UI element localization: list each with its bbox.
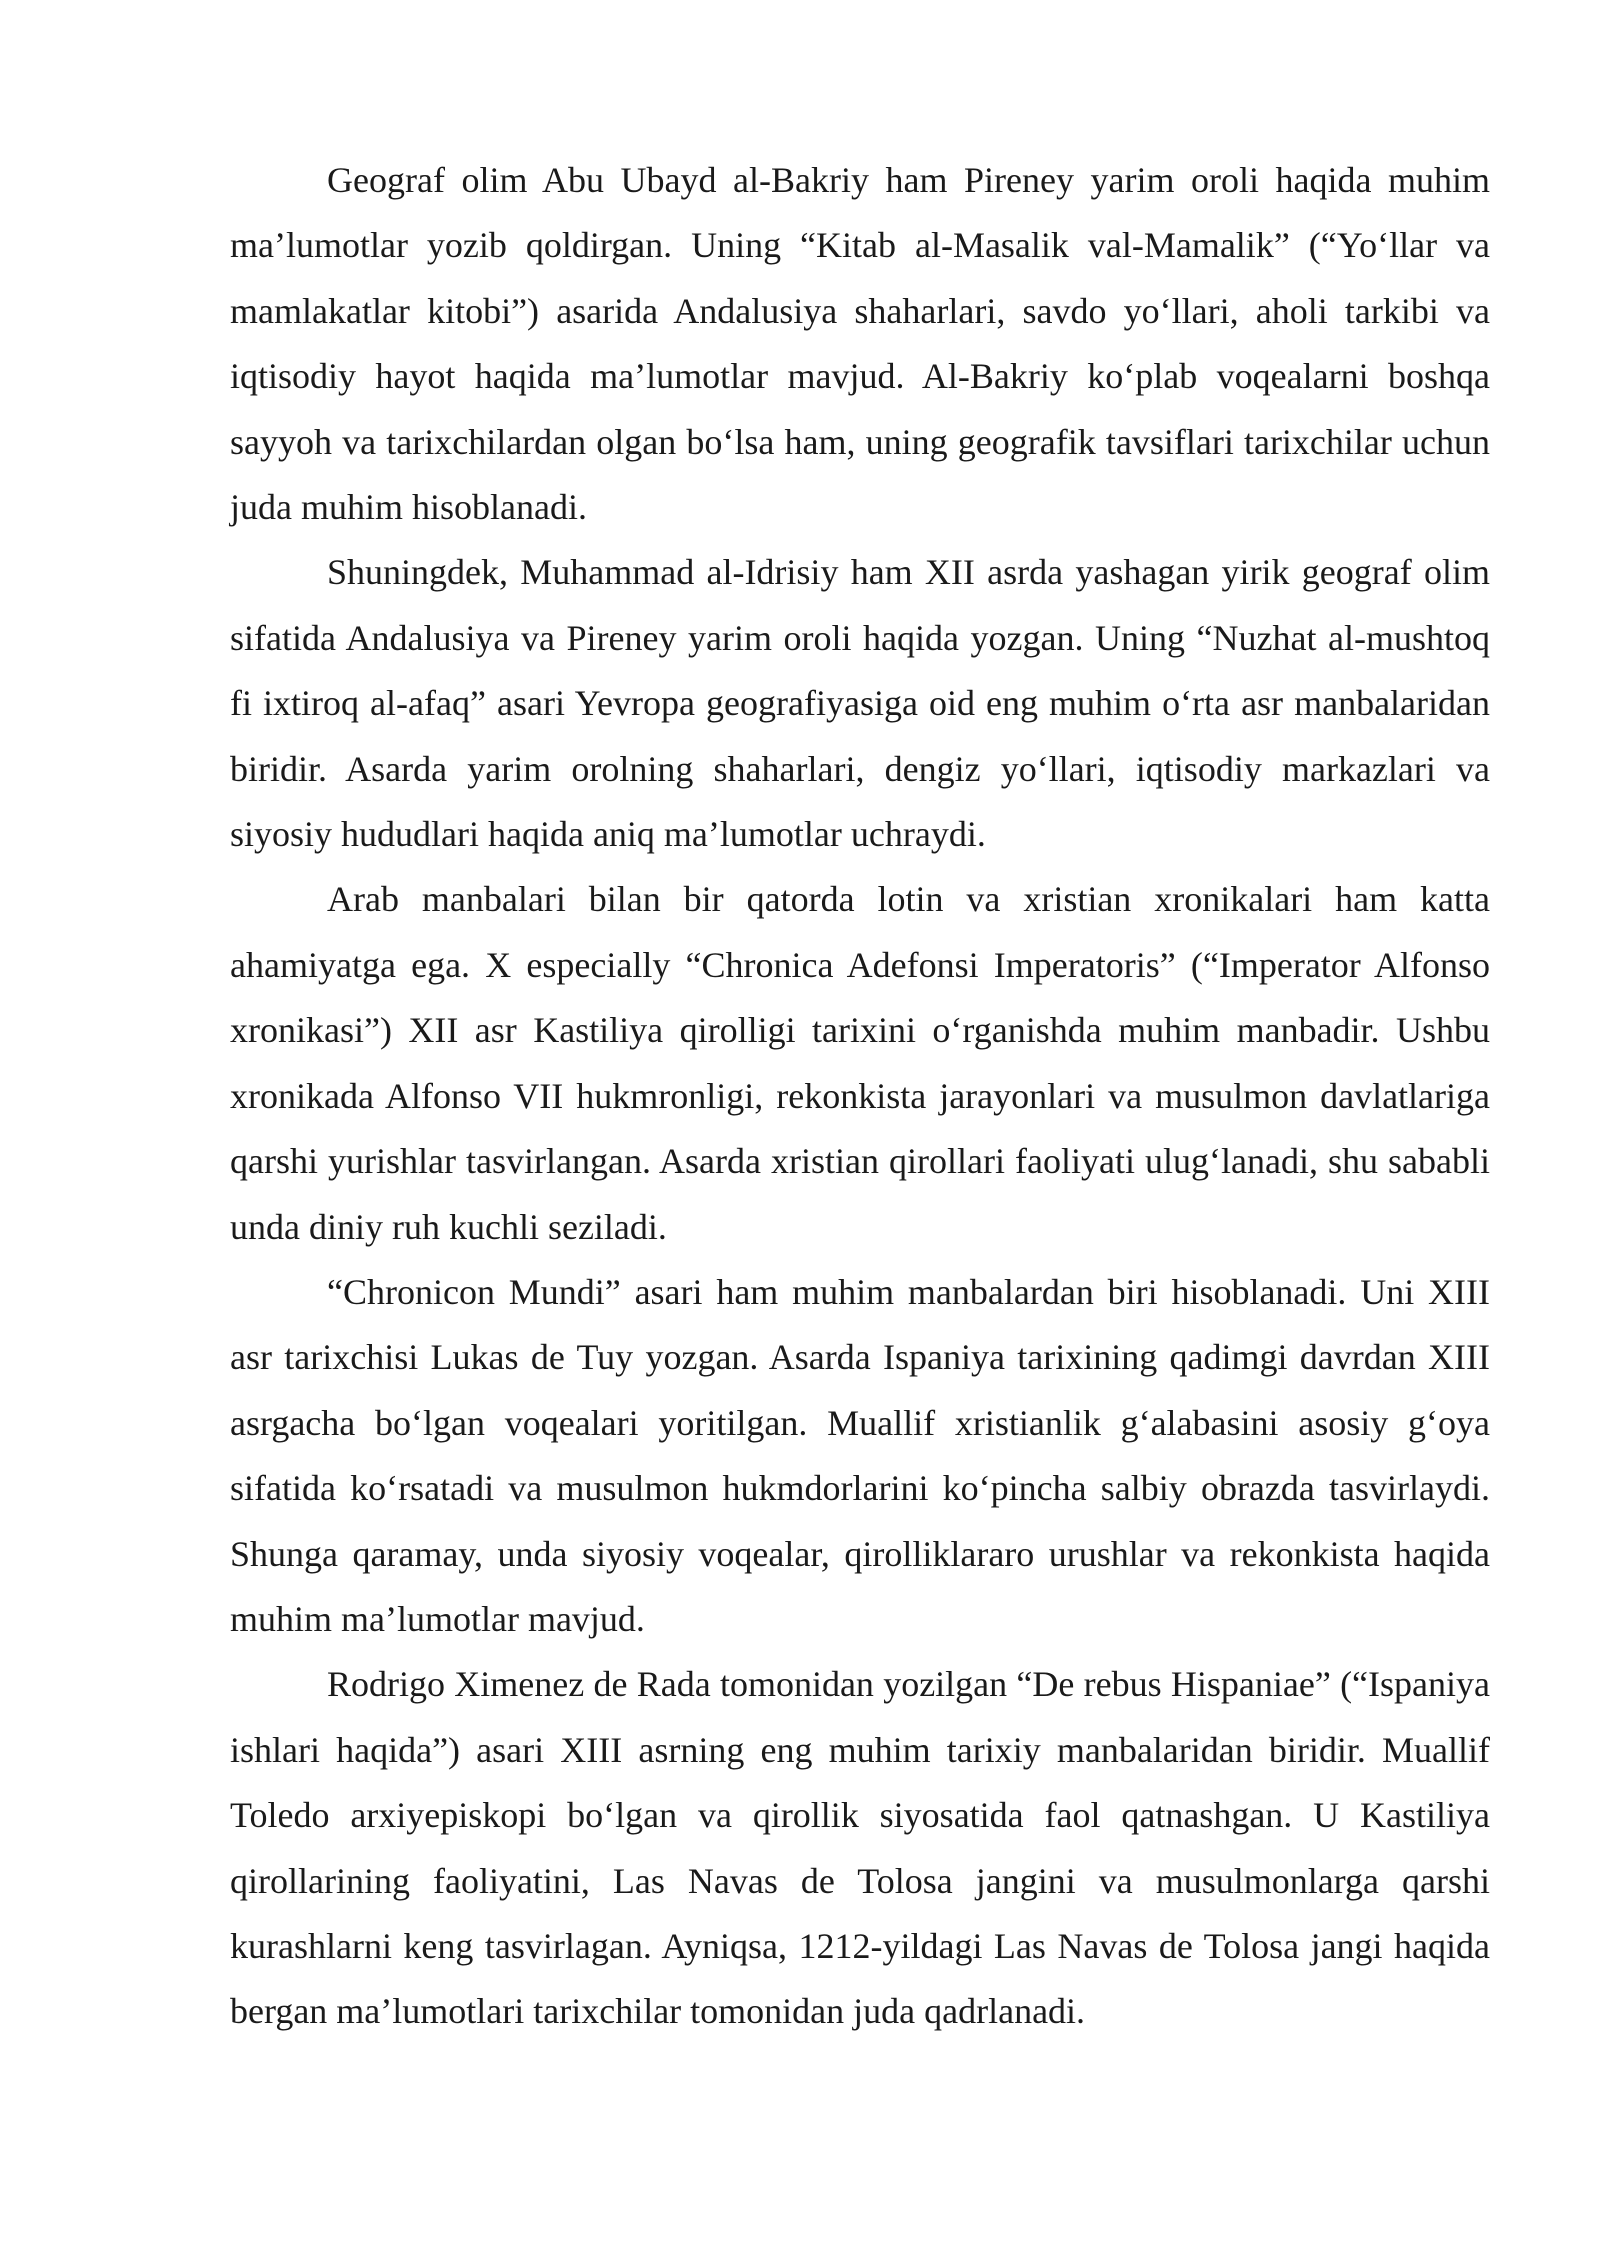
paragraph-al-idrisiy: Shuningdek, Muhammad al-Idrisiy ham XII asrda yashagan yirik geograf olim sifatida Andalusiya va Pireney yarim oroli haqida yozgan. Uning “Nuzhat al-mushtoq fi ixtiroq al-afaq” asari Yevropa geografiyasiga oid eng muhim o‘rta asr manbalaridan biridir. Asarda yarim orolning shaharlari, dengiz yo‘llari, iqtisodiy markazlari va siyosiy hududlari haqida aniq ma’lumotlar uchraydi. [230,552,1490,855]
paragraph-chronicon-mundi: “Chronicon Mundi” asari ham muhim manbalardan biri hisoblanadi. Uni XIII asr tarixchisi Lukas de Tuy yozgan. Asarda Ispaniya tarixining qadimgi davrdan XIII asrgacha bo‘lgan voqealari yoritilgan. Muallif xristianlik g‘alabasini asosiy g‘oya sifatida ko‘rsatadi va musulmon hukmdorlarini ko‘pincha salbiy obrazda tasvirlaydi. Shunga qaramay, unda siyosiy voqealar, qirolliklararo urushlar va rekonkista haqida muhim ma’lumotlar mavjud. [230,1271,1490,1639]
document-body [230,148,1490,2045]
paragraph-al-bakriy: Geograf olim Abu Ubayd al-Bakriy ham Pireney yarim oroli haqida muhim ma’lumotlar yozib qoldirgan. Uning “Kitab al-Masalik val-Mamalik” (“Yo‘llar va mamlakatlar kitobi”) asarida Andalusiya shaharlari, savdo yo‘llari, aholi tarkibi va iqtisodiy hayot haqida ma’lumotlar mavjud. Al-Bakriy ko‘plab voqealarni boshqa sayyoh va tarixchilardan olgan bo‘lsa ham, uning geografik tavsiflari tarixchilar uchun juda muhim hisoblanadi. [230,160,1490,528]
paragraph-chronica-adefonsi: Arab manbalari bilan bir qatorda lotin va xristian xronikalari ham katta ahamiyatga ega. X especially “Chronica Adefonsi Imperatoris” (“Imperator Alfonso xronikasi”) XII asr Kastiliya qirolligi tarixini o‘rganishda muhim manbadir. Ushbu xronikada Alfonso VII hukmronligi, rekonkista jarayonlari va musulmon davlatlariga qarshi yurishlar tasvirlangan. Asarda xristian qirollari faoliyati ulug‘lanadi, shu sababli unda diniy ruh kuchli seziladi. [230,879,1490,1247]
paragraph-de-rebus-hispaniae: Rodrigo Ximenez de Rada tomonidan yozilgan “De rebus Hispaniae” (“Ispaniya ishlari haqida”) asari XIII asrning eng muhim tarixiy manbalaridan biridir. Muallif Toledo arxiyepiskopi bo‘lgan va qirollik siyosatida faol qatnashgan. U Kastiliya qirollarining faoliyatini, Las Navas de Tolosa jangini va musulmonlarga qarshi kurashlarni keng tasvirlagan. Ayniqsa, 1212-yildagi Las Navas de Tolosa jangi haqida bergan ma’lumotlari tarixchilar tomonidan juda qadrlanadi. [230,1664,1490,2032]
